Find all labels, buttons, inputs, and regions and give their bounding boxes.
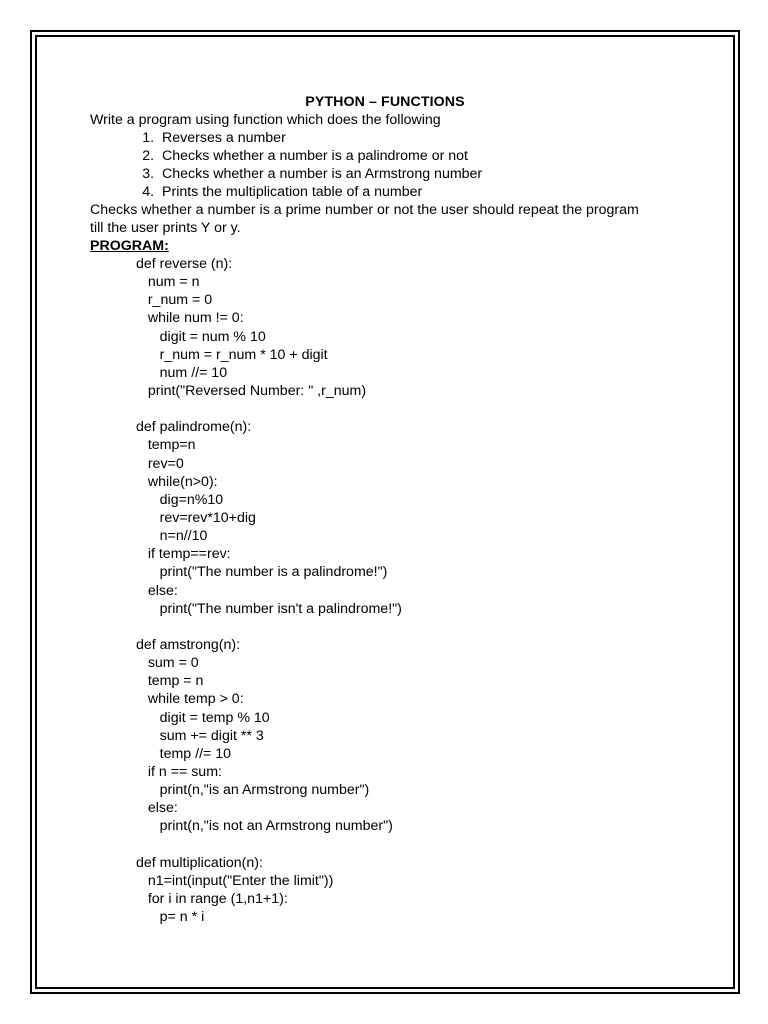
prime-note-line1: Checks whether a number is a prime number or not the user should repeat the program [90, 202, 639, 218]
code-line: else: [136, 582, 178, 599]
code-line: rev=0 [136, 455, 184, 472]
code-line: print(n,"is an Armstrong number") [136, 782, 370, 799]
code-line: n=n//10 [136, 528, 208, 545]
code-line: temp //= 10 [136, 745, 232, 762]
code-line: rev=rev*10+dig [136, 509, 256, 526]
code-line: def palindrome(n): [136, 419, 252, 436]
code-line: p= n * i [136, 909, 205, 926]
task-item: 3. Checks whether a number is an Armstrong number [158, 165, 690, 183]
code-line: sum += digit ** 3 [136, 727, 264, 744]
code-line [136, 618, 690, 636]
code-line: temp=n [136, 437, 196, 454]
code-line: digit = temp % 10 [136, 709, 270, 726]
code-line: print(n,"is not an Armstrong number") [136, 818, 393, 835]
code-line: print("Reversed Number: " ,r_num) [136, 382, 367, 399]
code-line: r_num = r_num * 10 + digit [136, 346, 328, 363]
code-line: def amstrong(n): [136, 636, 241, 653]
code-block [90, 255, 690, 926]
code-line: if temp==rev: [136, 546, 231, 563]
task-list [90, 129, 690, 201]
code-line: while(n>0): [136, 473, 218, 490]
code-line: n1=int(input("Enter the limit")) [136, 872, 334, 889]
code-line [136, 836, 690, 854]
code-line: if n == sum: [136, 763, 222, 780]
document-body [90, 93, 690, 926]
code-line: num //= 10 [136, 364, 228, 381]
code-line: def reverse (n): [136, 256, 233, 272]
code-line: print("The number is a palindrome!") [136, 564, 388, 581]
code-line: print("The number isn't a palindrome!") [136, 600, 402, 617]
program-heading: PROGRAM: [90, 238, 169, 254]
code-line: while num != 0: [136, 310, 244, 327]
code-line: digit = num % 10 [136, 328, 266, 345]
prime-note-line2: till the user prints Y or y. [90, 220, 241, 236]
task-item: 1. Reverses a number [158, 129, 690, 147]
code-line: temp = n [136, 673, 204, 690]
code-line: for i in range (1,n1+1): [136, 890, 288, 907]
code-line: sum = 0 [136, 655, 199, 672]
intro-text: Write a program using function which does the following [90, 112, 441, 128]
code-line: def multiplication(n): [136, 854, 263, 871]
document-title: PYTHON – FUNCTIONS [305, 94, 465, 110]
code-line: while temp > 0: [136, 691, 244, 708]
code-line [136, 400, 690, 418]
code-line: r_num = 0 [136, 292, 213, 309]
code-line: dig=n%10 [136, 491, 224, 508]
code-line: num = n [136, 274, 200, 291]
task-item: 4. Prints the multiplication table of a number [158, 183, 690, 201]
code-line: else: [136, 800, 178, 817]
task-item: 2. Checks whether a number is a palindrome or not [158, 147, 690, 165]
